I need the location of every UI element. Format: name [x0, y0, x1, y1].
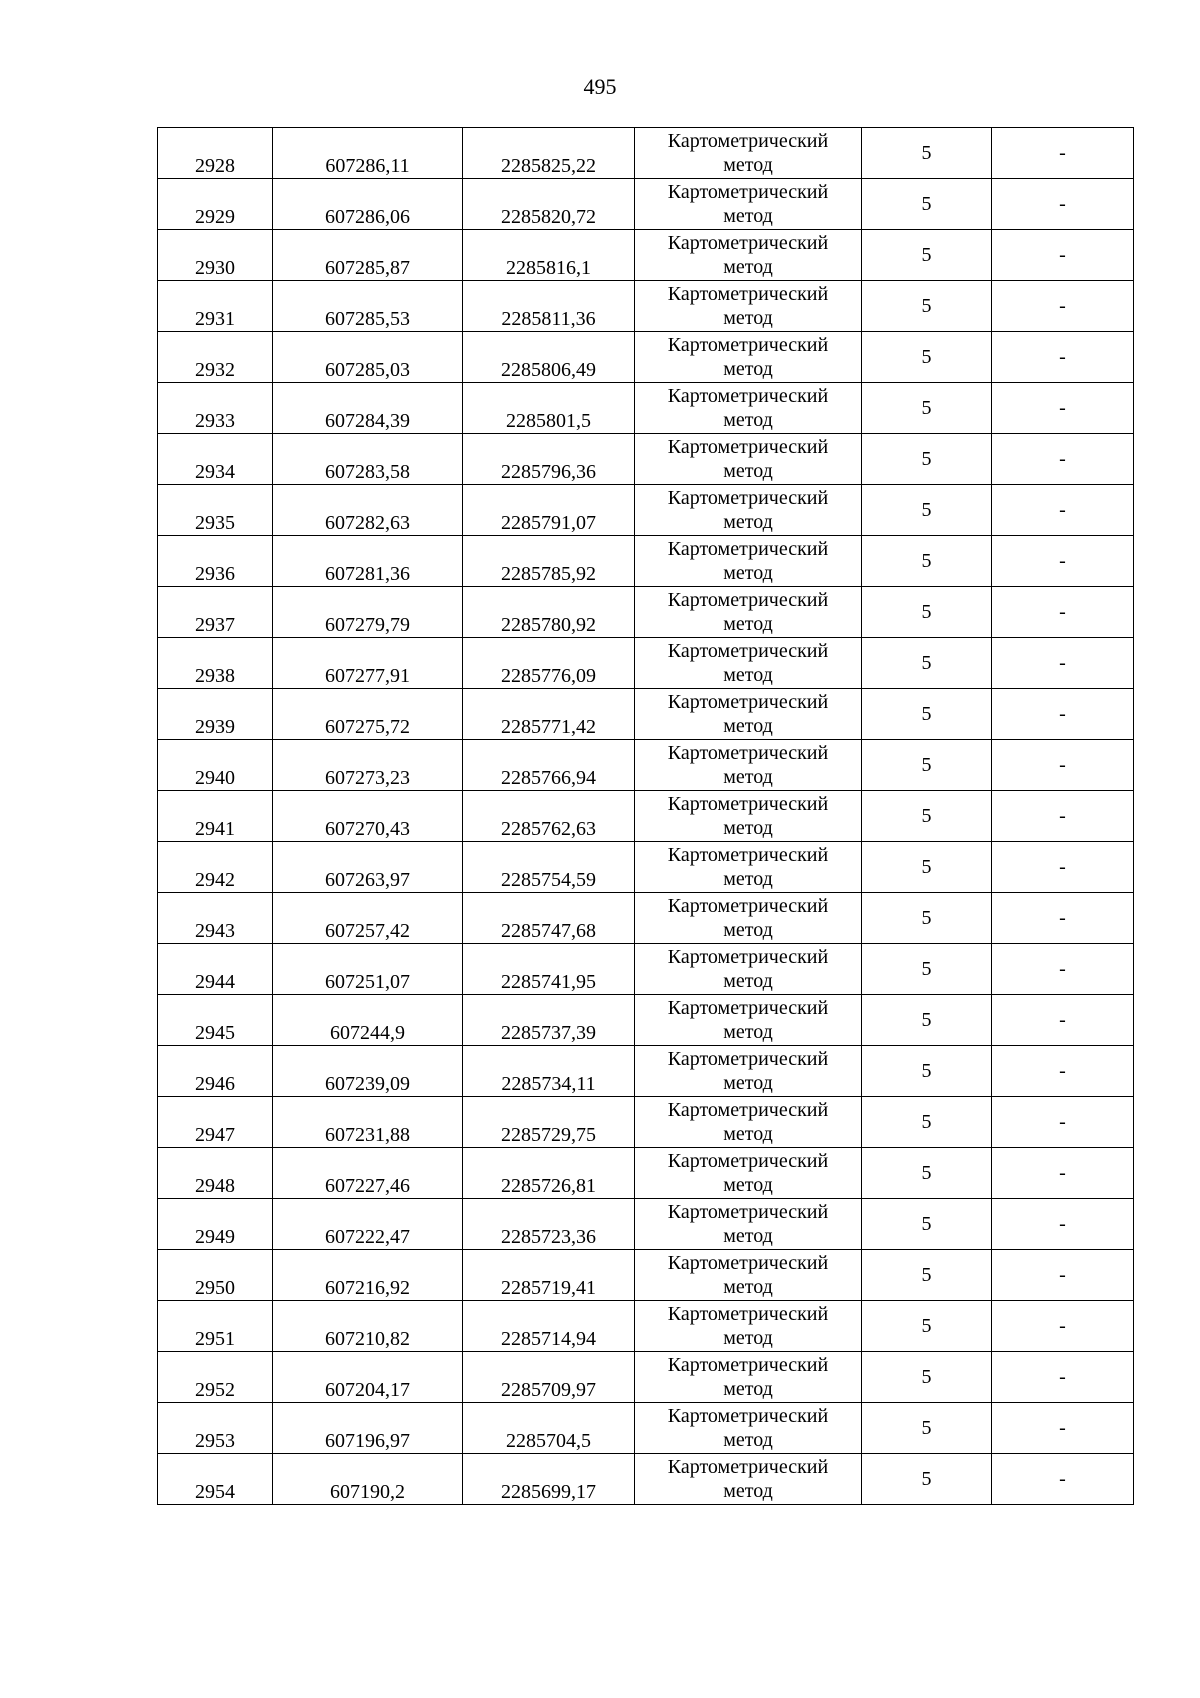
- accuracy-cell: 5: [862, 944, 992, 995]
- x-coordinate-cell: 607216,92: [273, 1250, 463, 1301]
- x-coordinate-cell: 607210,82: [273, 1301, 463, 1352]
- method-cell: [635, 332, 862, 383]
- method-cell: [635, 1454, 862, 1505]
- method-line-1: Картометрический: [667, 283, 829, 305]
- accuracy-cell: 5: [862, 128, 992, 179]
- y-coordinate-cell: 2285825,22: [463, 128, 635, 179]
- method-line-2: метод: [723, 205, 773, 227]
- note-cell: -: [992, 434, 1134, 485]
- y-coordinate-cell: 2285766,94: [463, 740, 635, 791]
- note-cell: -: [992, 485, 1134, 536]
- method-line-1: Картометрический: [667, 640, 829, 662]
- method-cell: [635, 638, 862, 689]
- point-number-cell: 2935: [158, 485, 273, 536]
- note-cell: -: [992, 638, 1134, 689]
- accuracy-cell: 5: [862, 485, 992, 536]
- point-number-cell: 2933: [158, 383, 273, 434]
- method-cell: [635, 995, 862, 1046]
- method-line-2: метод: [723, 766, 773, 788]
- method-line-1: Картометрический: [667, 1354, 829, 1376]
- y-coordinate-cell: 2285737,39: [463, 995, 635, 1046]
- y-coordinate-cell: 2285709,97: [463, 1352, 635, 1403]
- accuracy-cell: 5: [862, 1199, 992, 1250]
- table-row: [158, 791, 1134, 842]
- table-row: [158, 1352, 1134, 1403]
- point-number-cell: 2931: [158, 281, 273, 332]
- method-line-1: Картометрический: [667, 436, 829, 458]
- x-coordinate-cell: 607275,72: [273, 689, 463, 740]
- x-coordinate-cell: 607277,91: [273, 638, 463, 689]
- method-cell: [635, 434, 862, 485]
- accuracy-cell: 5: [862, 434, 992, 485]
- table-row: [158, 944, 1134, 995]
- accuracy-cell: 5: [862, 587, 992, 638]
- accuracy-cell: 5: [862, 332, 992, 383]
- method-cell: [635, 383, 862, 434]
- note-cell: -: [992, 1454, 1134, 1505]
- method-line-1: Картометрический: [667, 181, 829, 203]
- table-row: [158, 893, 1134, 944]
- method-cell: [635, 1148, 862, 1199]
- x-coordinate-cell: 607263,97: [273, 842, 463, 893]
- method-line-1: Картометрический: [667, 1456, 829, 1478]
- accuracy-cell: 5: [862, 638, 992, 689]
- method-line-2: метод: [723, 511, 773, 533]
- x-coordinate-cell: 607281,36: [273, 536, 463, 587]
- accuracy-cell: 5: [862, 1250, 992, 1301]
- note-cell: -: [992, 791, 1134, 842]
- method-cell: [635, 1046, 862, 1097]
- method-line-2: метод: [723, 868, 773, 890]
- method-line-1: Картометрический: [667, 589, 829, 611]
- note-cell: -: [992, 1199, 1134, 1250]
- accuracy-cell: 5: [862, 740, 992, 791]
- method-cell: [635, 1199, 862, 1250]
- coordinates-table-body: [158, 128, 1134, 1505]
- point-number-cell: 2936: [158, 536, 273, 587]
- method-line-1: Картометрический: [667, 1150, 829, 1172]
- table-row: [158, 128, 1134, 179]
- x-coordinate-cell: 607279,79: [273, 587, 463, 638]
- method-line-2: метод: [723, 1480, 773, 1502]
- point-number-cell: 2942: [158, 842, 273, 893]
- point-number-cell: 2943: [158, 893, 273, 944]
- page-number: 495: [583, 74, 617, 99]
- x-coordinate-cell: 607222,47: [273, 1199, 463, 1250]
- table-row: [158, 842, 1134, 893]
- note-cell: -: [992, 1301, 1134, 1352]
- method-cell: [635, 1352, 862, 1403]
- note-cell: -: [992, 128, 1134, 179]
- accuracy-cell: 5: [862, 1454, 992, 1505]
- x-coordinate-cell: 607286,11: [273, 128, 463, 179]
- note-cell: -: [992, 1097, 1134, 1148]
- y-coordinate-cell: 2285806,49: [463, 332, 635, 383]
- note-cell: -: [992, 1250, 1134, 1301]
- method-line-2: метод: [723, 256, 773, 278]
- method-line-2: метод: [723, 664, 773, 686]
- y-coordinate-cell: 2285762,63: [463, 791, 635, 842]
- point-number-cell: 2938: [158, 638, 273, 689]
- method-line-2: метод: [723, 1072, 773, 1094]
- x-coordinate-cell: 607227,46: [273, 1148, 463, 1199]
- method-line-2: метод: [723, 562, 773, 584]
- method-line-1: Картометрический: [667, 232, 829, 254]
- method-cell: [635, 893, 862, 944]
- accuracy-cell: 5: [862, 281, 992, 332]
- method-line-1: Картометрический: [667, 1252, 829, 1274]
- table-row: [158, 536, 1134, 587]
- x-coordinate-cell: 607204,17: [273, 1352, 463, 1403]
- method-line-2: метод: [723, 817, 773, 839]
- note-cell: -: [992, 536, 1134, 587]
- y-coordinate-cell: 2285780,92: [463, 587, 635, 638]
- method-line-1: Картометрический: [667, 130, 829, 152]
- y-coordinate-cell: 2285714,94: [463, 1301, 635, 1352]
- coordinates-table: [157, 127, 1134, 1505]
- point-number-cell: 2934: [158, 434, 273, 485]
- table-row: [158, 1046, 1134, 1097]
- x-coordinate-cell: 607283,58: [273, 434, 463, 485]
- table-row: [158, 587, 1134, 638]
- note-cell: -: [992, 587, 1134, 638]
- y-coordinate-cell: 2285704,5: [463, 1403, 635, 1454]
- table-row: [158, 485, 1134, 536]
- y-coordinate-cell: 2285699,17: [463, 1454, 635, 1505]
- method-line-2: метод: [723, 1327, 773, 1349]
- method-cell: [635, 1301, 862, 1352]
- y-coordinate-cell: 2285726,81: [463, 1148, 635, 1199]
- note-cell: -: [992, 1352, 1134, 1403]
- point-number-cell: 2950: [158, 1250, 273, 1301]
- point-number-cell: 2940: [158, 740, 273, 791]
- y-coordinate-cell: 2285801,5: [463, 383, 635, 434]
- y-coordinate-cell: 2285776,09: [463, 638, 635, 689]
- x-coordinate-cell: 607239,09: [273, 1046, 463, 1097]
- method-line-2: метод: [723, 409, 773, 431]
- method-cell: [635, 536, 862, 587]
- method-line-2: метод: [723, 1021, 773, 1043]
- table-row: [158, 332, 1134, 383]
- point-number-cell: 2945: [158, 995, 273, 1046]
- point-number-cell: 2947: [158, 1097, 273, 1148]
- method-cell: [635, 944, 862, 995]
- method-line-1: Картометрический: [667, 691, 829, 713]
- point-number-cell: 2928: [158, 128, 273, 179]
- method-cell: [635, 179, 862, 230]
- table-row: [158, 1403, 1134, 1454]
- note-cell: -: [992, 332, 1134, 383]
- y-coordinate-cell: 2285811,36: [463, 281, 635, 332]
- table-row: [158, 1148, 1134, 1199]
- method-line-2: метод: [723, 970, 773, 992]
- accuracy-cell: 5: [862, 1352, 992, 1403]
- x-coordinate-cell: 607285,53: [273, 281, 463, 332]
- accuracy-cell: 5: [862, 1097, 992, 1148]
- point-number-cell: 2937: [158, 587, 273, 638]
- y-coordinate-cell: 2285723,36: [463, 1199, 635, 1250]
- method-line-1: Картометрический: [667, 487, 829, 509]
- method-line-2: метод: [723, 1123, 773, 1145]
- method-line-1: Картометрический: [667, 385, 829, 407]
- y-coordinate-cell: 2285729,75: [463, 1097, 635, 1148]
- table-row: [158, 1097, 1134, 1148]
- point-number-cell: 2949: [158, 1199, 273, 1250]
- method-line-1: Картометрический: [667, 334, 829, 356]
- y-coordinate-cell: 2285785,92: [463, 536, 635, 587]
- note-cell: -: [992, 893, 1134, 944]
- x-coordinate-cell: 607244,9: [273, 995, 463, 1046]
- table-row: [158, 1199, 1134, 1250]
- note-cell: -: [992, 689, 1134, 740]
- method-line-1: Картометрический: [667, 1099, 829, 1121]
- y-coordinate-cell: 2285747,68: [463, 893, 635, 944]
- method-cell: [635, 740, 862, 791]
- accuracy-cell: 5: [862, 893, 992, 944]
- method-line-2: метод: [723, 1276, 773, 1298]
- note-cell: -: [992, 179, 1134, 230]
- accuracy-cell: 5: [862, 230, 992, 281]
- note-cell: -: [992, 944, 1134, 995]
- accuracy-cell: 5: [862, 179, 992, 230]
- method-line-1: Картометрический: [667, 844, 829, 866]
- table-row: [158, 434, 1134, 485]
- method-line-2: метод: [723, 307, 773, 329]
- note-cell: -: [992, 230, 1134, 281]
- method-cell: [635, 230, 862, 281]
- note-cell: -: [992, 842, 1134, 893]
- method-cell: [635, 1097, 862, 1148]
- y-coordinate-cell: 2285791,07: [463, 485, 635, 536]
- table-row: [158, 638, 1134, 689]
- table-row: [158, 740, 1134, 791]
- y-coordinate-cell: 2285796,36: [463, 434, 635, 485]
- x-coordinate-cell: 607285,03: [273, 332, 463, 383]
- point-number-cell: 2929: [158, 179, 273, 230]
- x-coordinate-cell: 607196,97: [273, 1403, 463, 1454]
- point-number-cell: 2954: [158, 1454, 273, 1505]
- table-row: [158, 179, 1134, 230]
- table-row: [158, 281, 1134, 332]
- method-line-2: метод: [723, 1429, 773, 1451]
- method-cell: [635, 587, 862, 638]
- accuracy-cell: 5: [862, 383, 992, 434]
- note-cell: -: [992, 740, 1134, 791]
- point-number-cell: 2946: [158, 1046, 273, 1097]
- point-number-cell: 2953: [158, 1403, 273, 1454]
- method-line-1: Картометрический: [667, 742, 829, 764]
- method-line-2: метод: [723, 154, 773, 176]
- y-coordinate-cell: 2285820,72: [463, 179, 635, 230]
- method-line-2: метод: [723, 358, 773, 380]
- method-line-1: Картометрический: [667, 1405, 829, 1427]
- table-row: [158, 1301, 1134, 1352]
- x-coordinate-cell: 607285,87: [273, 230, 463, 281]
- point-number-cell: 2930: [158, 230, 273, 281]
- point-number-cell: 2951: [158, 1301, 273, 1352]
- x-coordinate-cell: 607251,07: [273, 944, 463, 995]
- x-coordinate-cell: 607257,42: [273, 893, 463, 944]
- method-line-1: Картометрический: [667, 997, 829, 1019]
- method-line-2: метод: [723, 1174, 773, 1196]
- point-number-cell: 2932: [158, 332, 273, 383]
- method-line-1: Картометрический: [667, 1201, 829, 1223]
- point-number-cell: 2948: [158, 1148, 273, 1199]
- note-cell: -: [992, 383, 1134, 434]
- accuracy-cell: 5: [862, 536, 992, 587]
- table-row: [158, 689, 1134, 740]
- method-cell: [635, 689, 862, 740]
- method-line-1: Картометрический: [667, 538, 829, 560]
- point-number-cell: 2939: [158, 689, 273, 740]
- method-line-2: метод: [723, 460, 773, 482]
- method-cell: [635, 485, 862, 536]
- note-cell: -: [992, 281, 1134, 332]
- accuracy-cell: 5: [862, 1148, 992, 1199]
- method-line-1: Картометрический: [667, 946, 829, 968]
- accuracy-cell: 5: [862, 1301, 992, 1352]
- table-row: [158, 1250, 1134, 1301]
- y-coordinate-cell: 2285754,59: [463, 842, 635, 893]
- point-number-cell: 2944: [158, 944, 273, 995]
- accuracy-cell: 5: [862, 842, 992, 893]
- method-cell: [635, 128, 862, 179]
- y-coordinate-cell: 2285734,11: [463, 1046, 635, 1097]
- method-line-2: метод: [723, 613, 773, 635]
- accuracy-cell: 5: [862, 791, 992, 842]
- method-cell: [635, 1403, 862, 1454]
- accuracy-cell: 5: [862, 1046, 992, 1097]
- method-line-1: Картометрический: [667, 1303, 829, 1325]
- x-coordinate-cell: 607286,06: [273, 179, 463, 230]
- x-coordinate-cell: 607270,43: [273, 791, 463, 842]
- method-cell: [635, 842, 862, 893]
- note-cell: -: [992, 1148, 1134, 1199]
- point-number-cell: 2952: [158, 1352, 273, 1403]
- method-cell: [635, 1250, 862, 1301]
- table-row: [158, 1454, 1134, 1505]
- y-coordinate-cell: 2285816,1: [463, 230, 635, 281]
- y-coordinate-cell: 2285771,42: [463, 689, 635, 740]
- method-cell: [635, 791, 862, 842]
- method-line-1: Картометрический: [667, 1048, 829, 1070]
- note-cell: -: [992, 1046, 1134, 1097]
- method-line-2: метод: [723, 1225, 773, 1247]
- y-coordinate-cell: 2285719,41: [463, 1250, 635, 1301]
- accuracy-cell: 5: [862, 995, 992, 1046]
- x-coordinate-cell: 607231,88: [273, 1097, 463, 1148]
- table-row: [158, 230, 1134, 281]
- method-line-2: метод: [723, 1378, 773, 1400]
- y-coordinate-cell: 2285741,95: [463, 944, 635, 995]
- method-line-2: метод: [723, 919, 773, 941]
- note-cell: -: [992, 1403, 1134, 1454]
- table-row: [158, 995, 1134, 1046]
- method-line-1: Картометрический: [667, 895, 829, 917]
- note-cell: -: [992, 995, 1134, 1046]
- method-line-1: Картометрический: [667, 793, 829, 815]
- accuracy-cell: 5: [862, 689, 992, 740]
- table-row: [158, 383, 1134, 434]
- x-coordinate-cell: 607282,63: [273, 485, 463, 536]
- accuracy-cell: 5: [862, 1403, 992, 1454]
- point-number-cell: 2941: [158, 791, 273, 842]
- x-coordinate-cell: 607284,39: [273, 383, 463, 434]
- method-cell: [635, 281, 862, 332]
- method-line-2: метод: [723, 715, 773, 737]
- x-coordinate-cell: 607273,23: [273, 740, 463, 791]
- x-coordinate-cell: 607190,2: [273, 1454, 463, 1505]
